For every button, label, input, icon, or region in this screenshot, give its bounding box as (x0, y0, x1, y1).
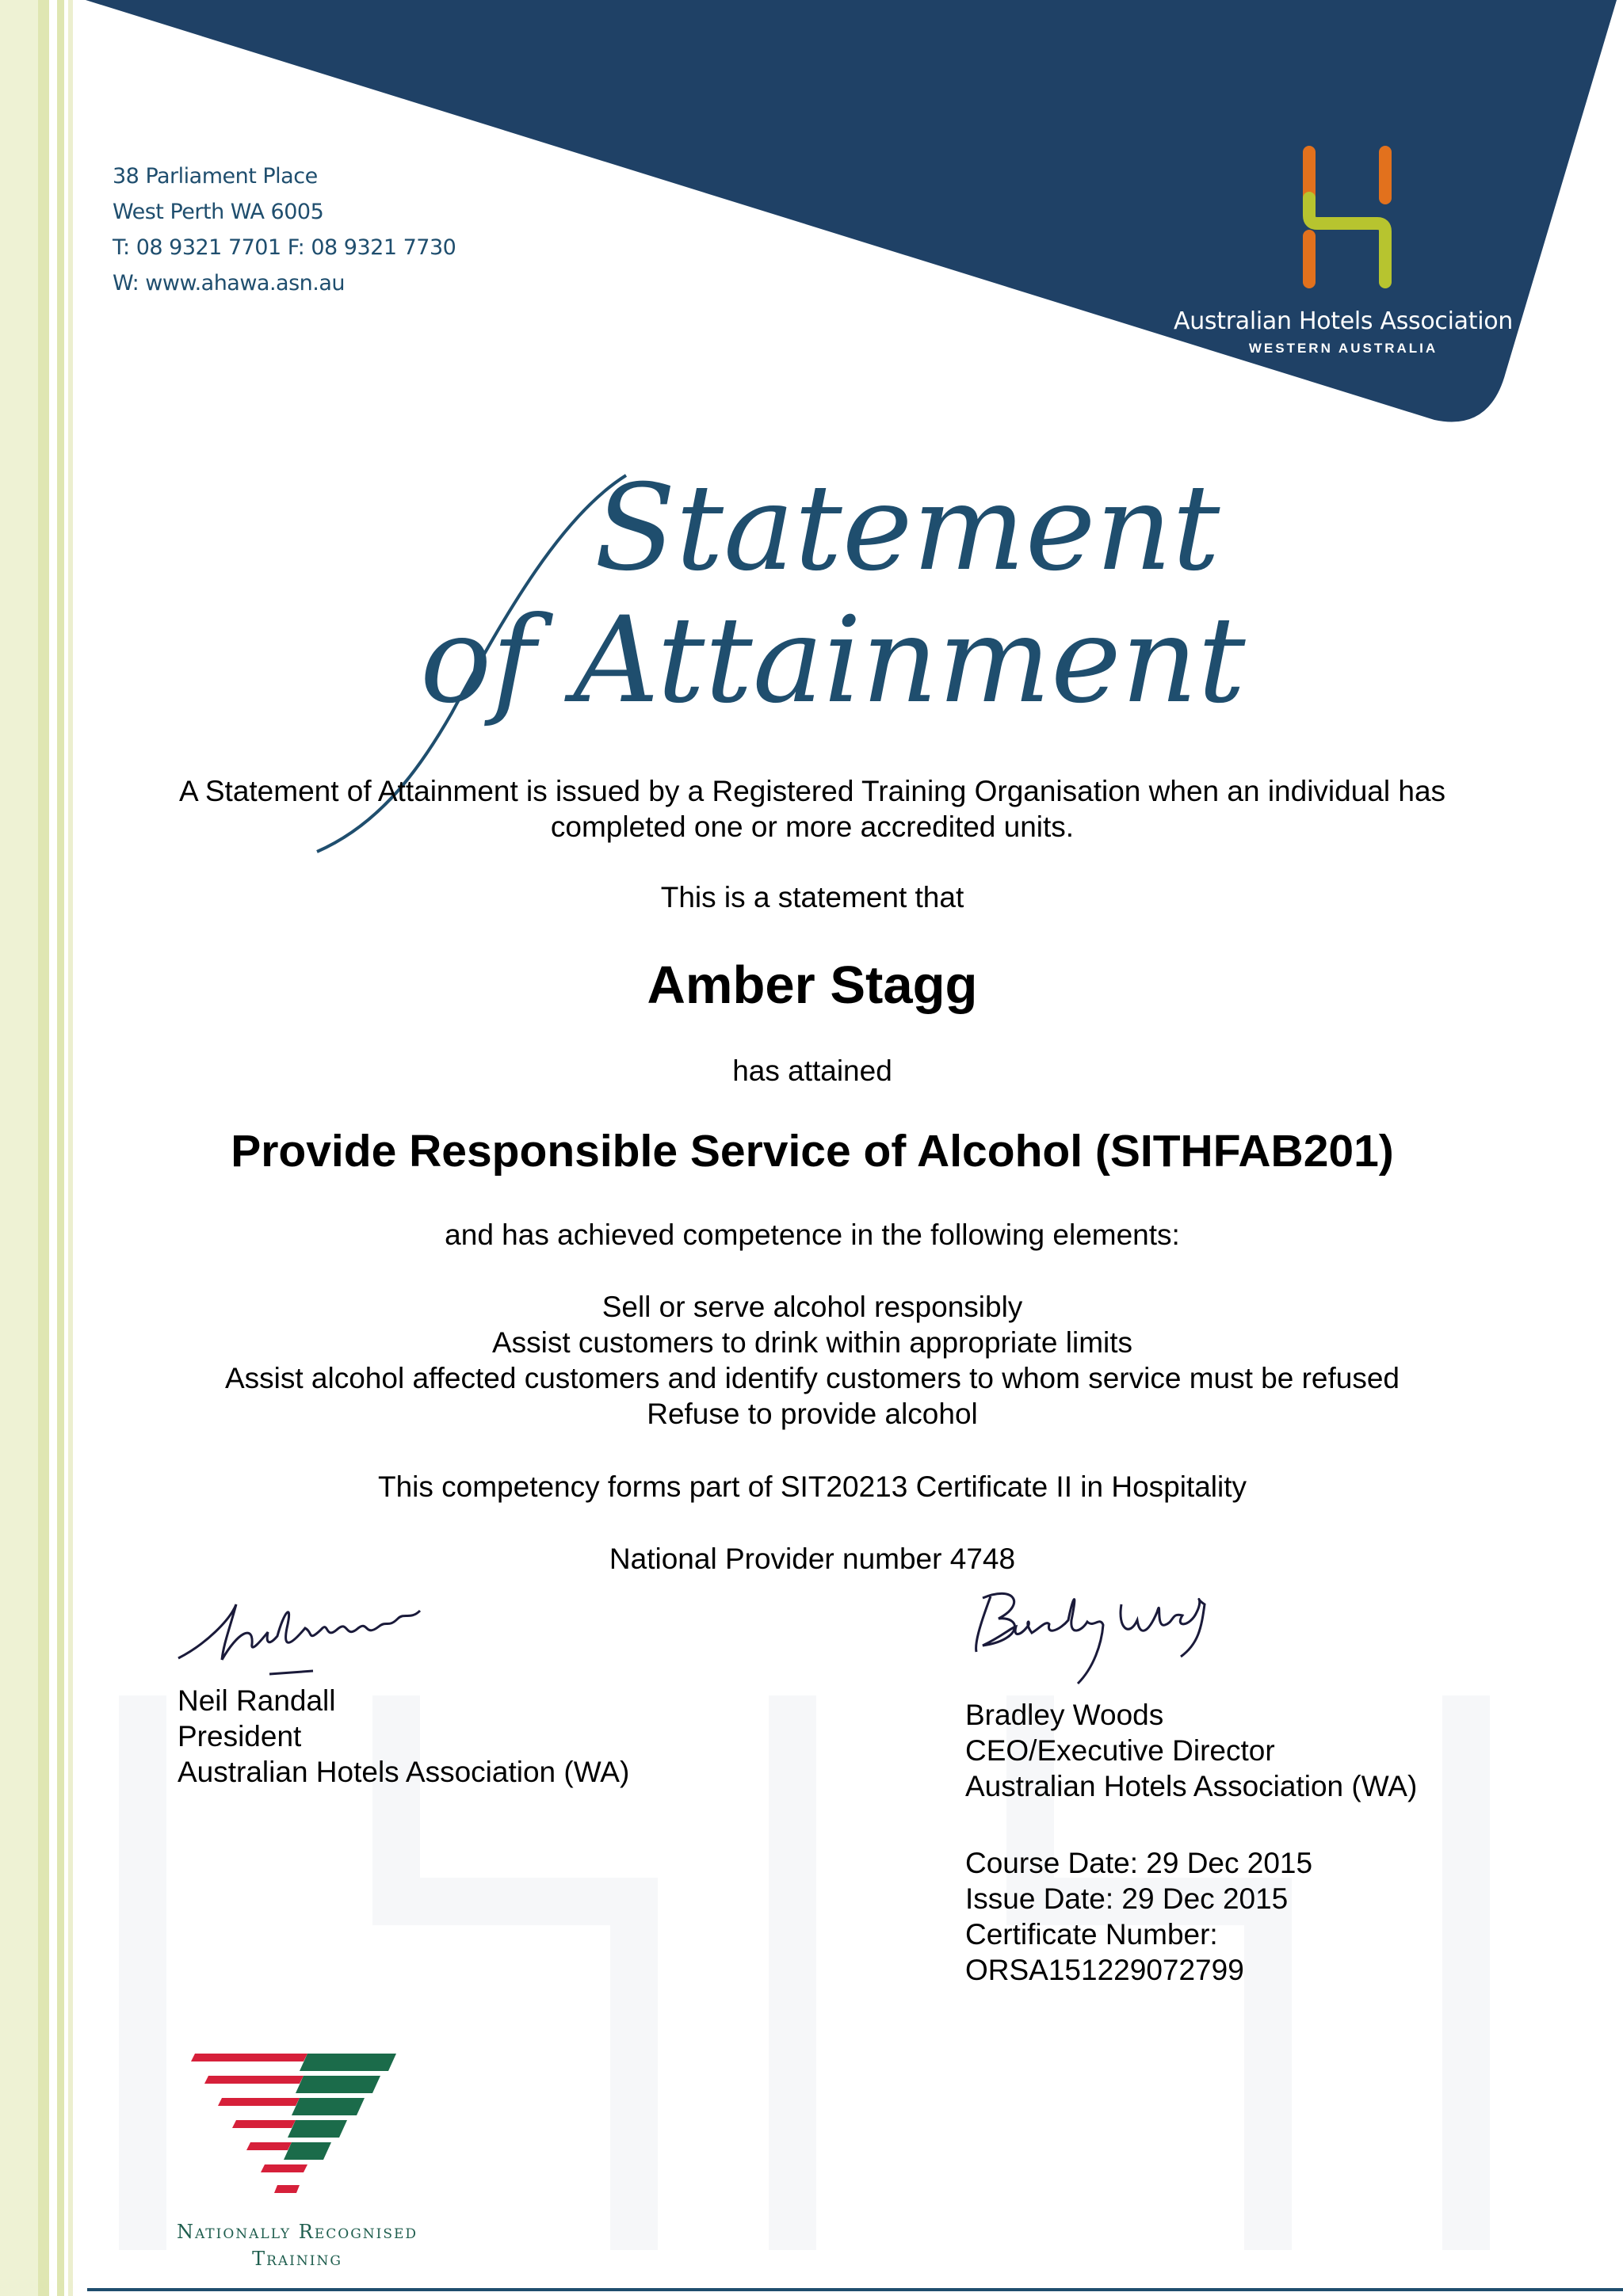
recipient-name: Amber Stagg (647, 955, 978, 1015)
signatory-ceo (965, 1697, 1417, 1804)
nrt-line: Training (252, 2248, 342, 2270)
elements-list (119, 1289, 1506, 1432)
signatory-org: Australian Hotels Association (WA) (178, 1756, 630, 1788)
unit-title: Provide Responsible Service of Alcohol (SITHFAB201) (231, 1126, 1394, 1177)
attained-text: has attained (732, 1055, 892, 1087)
signatory-name: Neil Randall (178, 1684, 336, 1717)
provider-number: National Provider number 4748 (609, 1543, 1016, 1575)
title-statement: Statement (594, 460, 1220, 597)
intro-text (119, 773, 1506, 845)
signatory-role: CEO/Executive Director (965, 1734, 1275, 1767)
organisation-region: WESTERN AUSTRALIA (1248, 341, 1438, 356)
signatory-president (178, 1683, 629, 1790)
competency-text: This competency forms part of SIT20213 Certificate II in Hospitality (377, 1470, 1247, 1503)
certificate-number: ORSA151229072799 (965, 1954, 1244, 1986)
signature-neil-randall (174, 1596, 436, 1684)
signatory-name: Bradley Woods (965, 1699, 1164, 1731)
address-block (113, 158, 456, 301)
address-line: 38 Parliament Place (113, 164, 318, 189)
list-item: Refuse to provide alcohol (647, 1398, 978, 1430)
achieved-text: and has achieved competence in the following elements: (445, 1219, 1180, 1251)
statement-text: This is a statement that (660, 881, 964, 913)
signature-bradley-woods (967, 1581, 1220, 1691)
nrt-triangle-logo-icon (189, 2052, 403, 2203)
organisation-name: Australian Hotels Association (1174, 307, 1513, 335)
signatory-org: Australian Hotels Association (WA) (965, 1770, 1418, 1802)
nrt-line: Nationally Recognised (176, 2221, 418, 2243)
website-line: W: www.ahawa.asn.au (113, 271, 346, 296)
list-item: Assist alcohol affected customers and identify customers to whom service must be refused (224, 1362, 1400, 1394)
signatory-role: President (178, 1720, 302, 1753)
list-item: Sell or serve alcohol responsibly (601, 1291, 1023, 1323)
list-item: Assist customers to drink within appropriate limits (491, 1326, 1133, 1359)
title-of-attainment: of Attainment (420, 592, 1246, 730)
nrt-caption (166, 2218, 428, 2272)
intro-line: A Statement of Attainment is issued by a Registered Training Organisation when an individual has (178, 775, 1446, 807)
certificate-number-label: Certificate Number: (965, 1918, 1218, 1951)
aha-h-logo-icon (1284, 143, 1411, 293)
certificate-details (965, 1845, 1312, 1988)
address-line: West Perth WA 6005 (113, 200, 324, 224)
issue-date: Issue Date: 29 Dec 2015 (965, 1882, 1289, 1915)
phone-fax-line: T: 08 9321 7701 F: 08 9321 7730 (113, 235, 456, 260)
intro-line: completed one or more accredited units. (550, 810, 1075, 843)
course-date: Course Date: 29 Dec 2015 (965, 1847, 1313, 1879)
bottom-divider (87, 2288, 1623, 2291)
